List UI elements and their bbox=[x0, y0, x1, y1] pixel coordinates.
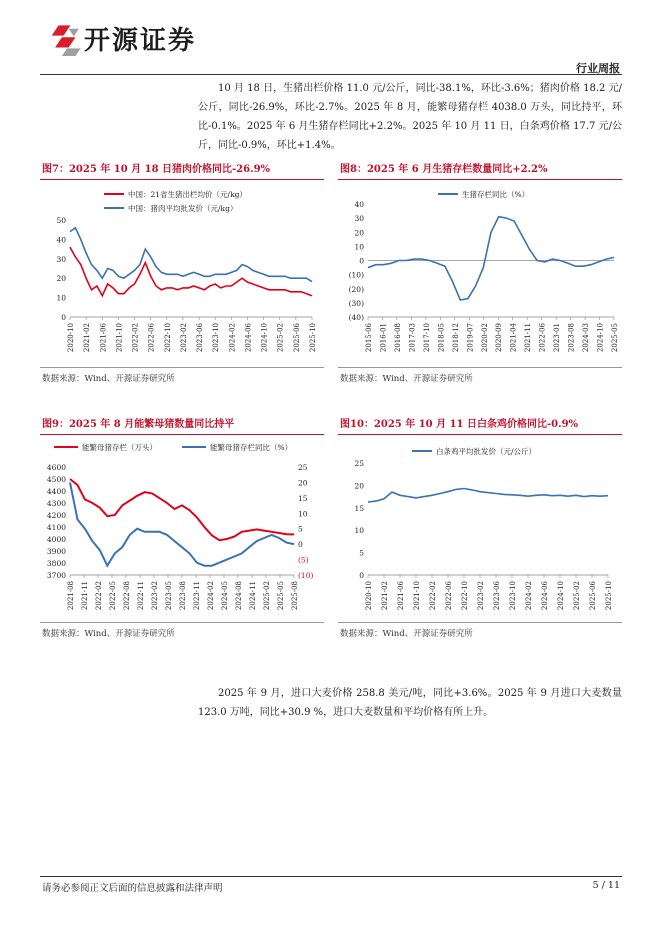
x-tick-label: 2024-05 bbox=[221, 581, 229, 611]
x-tick-label: 2025-06 bbox=[292, 323, 301, 353]
x-tick-label: 2024-10 bbox=[596, 323, 605, 353]
x-tick-label: 2021-02 bbox=[381, 581, 389, 611]
series-line-2 bbox=[70, 482, 294, 565]
x-tick-label: 2022-06 bbox=[147, 323, 156, 353]
intro-paragraph bbox=[198, 79, 622, 155]
x-tick-label: 2023-02 bbox=[179, 323, 188, 353]
figure-10-source-rule bbox=[338, 622, 622, 623]
y-tick-label: 20 bbox=[354, 228, 364, 238]
figure-9-title: 图9：2025 年 8 月能繁母猪数量同比持平 bbox=[42, 419, 235, 430]
figure-8-source-rule bbox=[338, 367, 622, 368]
x-tick-label: 2017-10 bbox=[422, 323, 431, 353]
y-tick-label: 4500 bbox=[46, 475, 66, 484]
y-tick-label: 5 bbox=[359, 548, 364, 558]
x-tick-label: 2024-02 bbox=[207, 581, 215, 611]
x-tick-label: 2023-10 bbox=[509, 581, 517, 611]
y-tick-label: 30 bbox=[56, 254, 66, 264]
y-tick-label: (10) bbox=[348, 270, 364, 280]
series-line-1 bbox=[368, 489, 608, 503]
x-tick-label: 2022-11 bbox=[137, 581, 145, 611]
x-tick-label: 2022-08 bbox=[123, 581, 131, 611]
x-tick-label: 2023-05 bbox=[165, 581, 173, 611]
y-tick-label: 4400 bbox=[46, 487, 66, 496]
y-tick-label: 4300 bbox=[46, 499, 66, 508]
y-tick-label: 3900 bbox=[46, 547, 66, 556]
x-tick-label: 2023-11 bbox=[193, 581, 201, 611]
figure-9-source: 数据来源：Wind、开源证券研究所 bbox=[42, 629, 175, 639]
y-tick-label: 10 bbox=[354, 526, 364, 536]
report-type: 行业周报 bbox=[576, 62, 620, 75]
x-tick-label: 2020-09 bbox=[495, 323, 504, 353]
x-tick-label: 2024-06 bbox=[541, 581, 549, 611]
y-tick-label: 25 bbox=[354, 459, 364, 468]
y-tick-label: 4600 bbox=[46, 463, 66, 472]
y-tick-label: 50 bbox=[56, 216, 66, 225]
y-tick-label: 4200 bbox=[46, 511, 66, 520]
x-tick-label: 2021-06 bbox=[99, 323, 108, 353]
y-right-tick-label: 10 bbox=[298, 509, 308, 519]
legend-label: 中国：21省生猪出栏均价（元/kg） bbox=[128, 190, 247, 199]
legend-label: 能繁母猪存栏同比（%） bbox=[210, 443, 293, 452]
figure-9-chart bbox=[40, 437, 324, 617]
y-tick-label: (20) bbox=[348, 284, 364, 294]
series-line-1 bbox=[368, 217, 614, 300]
x-tick-label: 2021-10 bbox=[413, 581, 421, 611]
figure-7-title: 图7：2025 年 10 月 18 日猪肉价格同比-26.9% bbox=[42, 164, 271, 175]
x-tick-label: 2018-05 bbox=[437, 323, 446, 353]
barley-text: 2025 年 9 月，进口大麦价格 258.8 美元/吨，同比+3.6%。2025 年 9 月进口大麦数量 123.0 万吨，同比+30.9 %，进口大麦数量和平均价格有所上升。 bbox=[198, 688, 622, 718]
x-tick-label: 2021-08 bbox=[67, 581, 75, 611]
y-right-tick-label: 5 bbox=[298, 524, 303, 534]
legend-label: 生猪存栏同比（%） bbox=[462, 190, 530, 199]
x-tick-label: 2023-02 bbox=[477, 581, 485, 611]
figure-10-source: 数据来源：Wind、开源证券研究所 bbox=[340, 629, 473, 639]
y-right-tick-label: (10) bbox=[298, 571, 314, 580]
intro-text: 10 月 18 日，生猪出栏价格 11.0 元/公斤，同比-38.1%，环比-3.6%；猪肉价格 18.2 元/公斤，同比-26.9%，环比-2.7%。2025 年 8 月，能繁母猪存栏 4038.0 万头，同比持平，环比-0.1%。2025 年 6 月生猪存栏同比+2.2%。2025 年 10 月 11 日，白条鸡价格 17.7 元/公斤，同比-0.9%，环比+1.4%。 bbox=[198, 83, 622, 151]
y-right-tick-label: 0 bbox=[298, 540, 303, 550]
footer-disclaimer: 请务必参阅正文后面的信息披露和法律声明 bbox=[42, 883, 223, 894]
x-tick-label: 2024-02 bbox=[228, 323, 237, 353]
page-number: 5 / 11 bbox=[592, 880, 620, 891]
header-rule bbox=[40, 74, 622, 75]
x-tick-label: 2024-03 bbox=[582, 323, 591, 353]
kaiyuan-logo-mark bbox=[50, 22, 84, 56]
y-tick-label: 0 bbox=[61, 313, 66, 322]
figure-7-chart bbox=[40, 182, 324, 362]
y-tick-label: 3700 bbox=[46, 571, 66, 580]
figure-8-chart bbox=[338, 182, 622, 362]
x-tick-label: 2025-10 bbox=[309, 323, 317, 353]
x-tick-label: 2025-02 bbox=[276, 323, 285, 353]
y-tick-label: (40) bbox=[348, 313, 364, 322]
x-tick-label: 2016-08 bbox=[393, 323, 402, 353]
figure-8-title-rule bbox=[338, 179, 622, 180]
x-tick-label: 2022-05 bbox=[109, 581, 117, 611]
y-tick-label: 20 bbox=[354, 481, 364, 491]
series-line-1 bbox=[70, 479, 294, 540]
x-tick-label: 2022-06 bbox=[538, 323, 547, 353]
figure-7-title-rule bbox=[40, 179, 324, 180]
legend-label: 中国：猪肉平均批发价（元/kg） bbox=[128, 204, 238, 213]
y-right-tick-label: (5) bbox=[298, 555, 309, 565]
y-tick-label: 15 bbox=[354, 503, 364, 513]
y-right-tick-label: 20 bbox=[298, 478, 308, 488]
legend-label: 能繁母猪存栏（万头） bbox=[82, 443, 157, 452]
y-tick-label: 20 bbox=[56, 274, 66, 284]
x-tick-label: 2020-10 bbox=[365, 581, 373, 611]
x-tick-label: 2016-01 bbox=[379, 323, 388, 353]
x-tick-label: 2021-11 bbox=[81, 581, 89, 611]
x-tick-label: 2019-07 bbox=[466, 323, 475, 353]
y-tick-label: 0 bbox=[359, 571, 364, 580]
x-tick-label: 2015-06 bbox=[365, 323, 373, 353]
x-tick-label: 2025-05 bbox=[611, 323, 619, 353]
x-tick-label: 2024-11 bbox=[249, 581, 257, 611]
x-tick-label: 2021-04 bbox=[509, 323, 518, 353]
y-tick-label: 30 bbox=[354, 214, 364, 224]
y-tick-label: 10 bbox=[56, 293, 66, 303]
y-tick-label: 3800 bbox=[46, 559, 66, 568]
figure-8-title: 图8：2025 年 6 月生猪存栏数量同比+2.2% bbox=[340, 164, 548, 175]
x-tick-label: 2025-02 bbox=[573, 581, 581, 611]
x-tick-label: 2021-10 bbox=[115, 323, 124, 353]
y-right-tick-label: 15 bbox=[298, 493, 308, 503]
x-tick-label: 2021-02 bbox=[83, 323, 92, 353]
x-tick-label: 2023-08 bbox=[567, 323, 576, 353]
x-tick-label: 2024-06 bbox=[244, 323, 253, 353]
logo-text: 开源证券 bbox=[84, 26, 197, 56]
x-tick-label: 2021-06 bbox=[397, 581, 405, 611]
x-tick-label: 2023-10 bbox=[212, 323, 221, 353]
y-tick-label: (30) bbox=[348, 298, 364, 308]
x-tick-label: 2022-06 bbox=[445, 581, 453, 611]
x-tick-label: 2022-10 bbox=[163, 323, 172, 353]
footer-rule bbox=[40, 876, 622, 877]
x-tick-label: 2022-02 bbox=[429, 581, 437, 611]
x-tick-label: 2025-10 bbox=[605, 581, 613, 611]
y-tick-label: 4100 bbox=[46, 523, 66, 532]
x-tick-label: 2020-02 bbox=[480, 323, 489, 353]
figure-9-source-rule bbox=[40, 622, 324, 623]
x-tick-label: 2023-02 bbox=[151, 581, 159, 611]
x-tick-label: 2025-02 bbox=[263, 581, 271, 611]
figure-10-title-rule bbox=[338, 434, 622, 435]
y-tick-label: 4000 bbox=[46, 535, 66, 544]
figure-10-title: 图10：2025 年 10 月 11 日白条鸡价格同比-0.9% bbox=[340, 419, 579, 430]
x-tick-label: 2025-08 bbox=[291, 581, 299, 611]
x-tick-label: 2018-12 bbox=[451, 323, 460, 353]
x-tick-label: 2023-06 bbox=[196, 323, 205, 353]
y-tick-label: 40 bbox=[56, 235, 66, 245]
figure-7-source: 数据来源：Wind、开源证券研究所 bbox=[42, 374, 175, 384]
x-tick-label: 2020-10 bbox=[67, 323, 75, 353]
x-tick-label: 2025-05 bbox=[277, 581, 285, 611]
x-tick-label: 2023-06 bbox=[493, 581, 501, 611]
x-tick-label: 2022-02 bbox=[95, 581, 103, 611]
y-tick-label: 10 bbox=[354, 242, 364, 252]
x-tick-label: 2021-11 bbox=[524, 323, 533, 353]
x-tick-label: 2023-08 bbox=[179, 581, 187, 611]
y-right-tick-label: 25 bbox=[298, 463, 308, 472]
x-tick-label: 2023-01 bbox=[553, 323, 562, 353]
series-line-2 bbox=[70, 228, 312, 282]
y-tick-label: 40 bbox=[354, 200, 364, 209]
x-tick-label: 2024-10 bbox=[557, 581, 565, 611]
x-tick-label: 2025-06 bbox=[589, 581, 597, 611]
figure-9-title-rule bbox=[40, 434, 324, 435]
x-tick-label: 2024-02 bbox=[525, 581, 533, 611]
barley-paragraph bbox=[198, 684, 622, 722]
x-tick-label: 2024-08 bbox=[235, 581, 243, 611]
figure-7-source-rule bbox=[40, 367, 324, 368]
figure-10-chart bbox=[338, 437, 622, 617]
x-tick-label: 2022-10 bbox=[461, 581, 469, 611]
x-tick-label: 2017-03 bbox=[408, 323, 417, 353]
figure-8-source: 数据来源：Wind、开源证券研究所 bbox=[340, 374, 473, 384]
x-tick-label: 2024-10 bbox=[260, 323, 269, 353]
x-tick-label: 2022-02 bbox=[131, 323, 140, 353]
y-tick-label: 0 bbox=[359, 256, 364, 266]
legend-label: 白条鸡平均批发价（元/公斤） bbox=[436, 447, 537, 456]
